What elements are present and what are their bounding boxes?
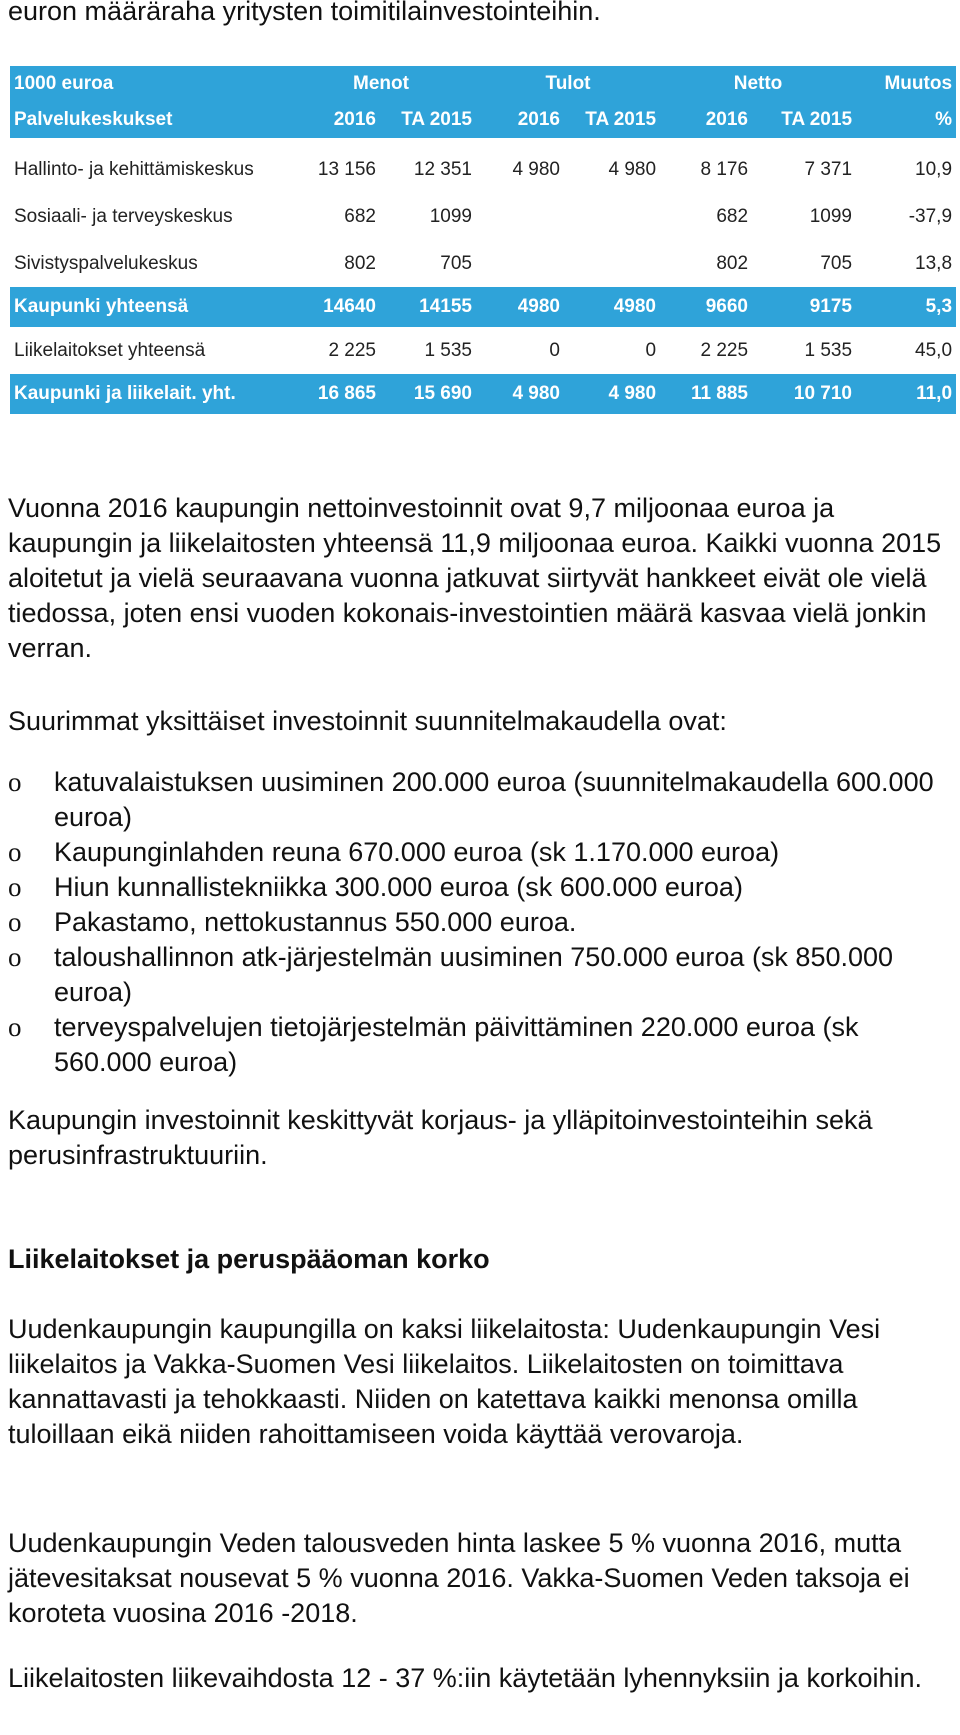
header-year-cell: TA 2015	[401, 109, 472, 130]
row-value: 2 225	[328, 339, 376, 361]
investments-list	[8, 765, 956, 1080]
table-total-row	[10, 287, 956, 327]
top-fragment: euron määräraha yritysten toimitilainvestointeihin.	[8, 0, 601, 26]
row-value: 8 176	[700, 158, 749, 180]
investments-list-title: Suurimmat yksittäiset investoinnit suunnitelmakaudella ovat:	[8, 706, 727, 736]
investment-text: Pakastamo, nettokustannus 550.000 euroa.	[54, 907, 577, 937]
row-value: 10 710	[793, 383, 853, 404]
bullet-marker: o	[8, 872, 22, 902]
investment-text: Hiun kunnallistekniikka 300.000 euroa (sk 600.000 euroa)	[54, 872, 743, 902]
bullet-marker: o	[8, 907, 22, 937]
table-spacer	[10, 138, 956, 146]
row-value: 802	[716, 252, 749, 274]
revenue-paragraph: Liikelaitosten liikevaihdosta 12 - 37 %:iin käytetään lyhennyksiin ja korkoihin.	[8, 1663, 923, 1693]
row-value: 13 156	[317, 158, 376, 180]
table-header-years	[10, 102, 956, 138]
row-value: 682	[344, 205, 376, 227]
header-year-cell: 2016	[705, 109, 749, 130]
budget-table-container	[10, 66, 956, 410]
row-value: -37,9	[908, 205, 953, 227]
intro-paragraph: Vuonna 2016 kaupungin nettoinvestoinnit ovat 9,7 miljoonaa euroa ja kaupungin ja liikelaitosten yhteensä 11,9 miljoonaa euroa. Kaikki vuonna 2015 aloitetut ja vielä seuraavana vuonna jatkuvat siirtyvät hankkeet eivät ole vielä tiedossa, joten ensi vuoden kokonais-investointien määrä kasvaa vielä jonkin verran.	[8, 493, 942, 663]
investment-item	[8, 765, 956, 835]
header-service-centers: Palvelukeskukset	[14, 109, 173, 130]
header-netto: Netto	[733, 73, 783, 94]
investment-text: terveyspalvelujen tietojärjestelmän päivittäminen 220.000 euroa (sk 560.000 euroa)	[54, 1012, 859, 1077]
budget-table	[10, 66, 956, 414]
investment-item	[8, 835, 956, 870]
row-value: 13,8	[915, 252, 953, 274]
row-value: 11 885	[690, 383, 749, 404]
row-value: 4 980	[512, 158, 560, 180]
row-label: Liikelaitokset yhteensä	[14, 339, 206, 361]
row-value: 5,3	[925, 296, 953, 317]
row-label: Hallinto- ja kehittämiskeskus	[14, 158, 254, 180]
row-value: 1099	[429, 205, 472, 227]
row-value: 9175	[809, 296, 853, 317]
row-value: 7 371	[804, 158, 853, 180]
row-value: 45,0	[915, 339, 953, 361]
section-heading: Liikelaitokset ja peruspääoman korko	[8, 1244, 490, 1274]
row-value: 11,0	[916, 383, 953, 404]
row-value: 1 535	[424, 339, 472, 361]
row-value: 14155	[419, 296, 472, 317]
header-year-cell: 2016	[517, 109, 560, 130]
utilities-paragraph: Uudenkaupungin kaupungilla on kaksi liikelaitosta: Uudenkaupungin Vesi liikelaitos ja Vakka-Suomen Vesi liikelaitos. Liikelaitosten on toimittava kannattavasti ja tehokkaasti. Niiden on katettava kaikki menonsa omilla tuloillaan eikä niiden rahoittamiseen voida käyttää verovaroja.	[8, 1314, 881, 1449]
row-value: 802	[344, 252, 376, 274]
investment-text: Kaupunginlahden reuna 670.000 euroa (sk 1.170.000 euroa)	[54, 837, 780, 867]
row-value	[564, 240, 660, 287]
table-row	[10, 327, 956, 374]
row-value: 2 225	[700, 339, 749, 361]
header-tulot: Tulot	[545, 73, 591, 94]
table-row	[10, 240, 956, 287]
row-value: 705	[440, 252, 472, 274]
table-spacer-cell	[10, 138, 956, 146]
focus-paragraph: Kaupungin investoinnit keskittyvät korjaus- ja ylläpitoinvestointeihin sekä perusinfrastruktuuriin.	[8, 1105, 873, 1170]
investment-item	[8, 1010, 956, 1080]
budget-table-body	[10, 66, 956, 414]
row-label: Kaupunki ja liikelait. yht.	[14, 383, 236, 404]
investment-text: katuvalaistuksen uusiminen 200.000 euroa (suunnitelmakaudella 600.000 euroa)	[54, 767, 934, 832]
row-value: 9660	[705, 296, 749, 317]
row-value: 4980	[517, 296, 560, 317]
bullet-marker: o	[8, 837, 22, 867]
header-unit: 1000 euroa	[14, 73, 114, 94]
investment-item	[8, 870, 956, 905]
row-value: 0	[549, 339, 560, 361]
investment-item	[8, 905, 956, 940]
row-value: 4 980	[512, 383, 560, 404]
row-value: 1099	[809, 205, 853, 227]
table-header-groups	[10, 66, 956, 102]
row-label: Sosiaali- ja terveyskeskus	[14, 205, 233, 227]
investment-item	[8, 940, 956, 1010]
header-year-cell: %	[935, 109, 953, 130]
table-row	[10, 193, 956, 240]
row-value: 10,9	[915, 158, 953, 180]
row-value: 4 980	[608, 158, 657, 180]
water-price-paragraph: Uudenkaupungin Veden talousveden hinta laskee 5 % vuonna 2016, mutta jätevesitaksat nousevat 5 % vuonna 2016. Vakka-Suomen Veden taksoja ei koroteta vuosina 2016 -2018.	[8, 1528, 910, 1628]
header-year-cell: 2016	[333, 109, 376, 130]
table-row	[10, 146, 956, 193]
row-value: 0	[645, 339, 657, 361]
header-muutos: Muutos	[884, 73, 953, 94]
row-value: 1 535	[804, 339, 853, 361]
row-label: Sivistyspalvelukeskus	[14, 252, 198, 274]
bullet-marker: o	[8, 942, 22, 972]
investment-text: taloushallinnon atk-järjestelmän uusiminen 750.000 euroa (sk 850.000 euroa)	[54, 942, 894, 1007]
header-menot: Menot	[353, 73, 409, 94]
row-value: 4980	[613, 296, 657, 317]
row-value	[564, 193, 660, 240]
row-value: 4 980	[608, 383, 657, 404]
header-year-cell: TA 2015	[585, 109, 657, 130]
row-value: 16 865	[317, 383, 376, 404]
row-value: 14640	[323, 296, 376, 317]
row-value: 705	[820, 252, 853, 274]
row-value: 12 351	[413, 158, 472, 180]
header-year-cell: TA 2015	[781, 109, 853, 130]
bullet-marker: o	[8, 1012, 22, 1042]
bullet-marker: o	[8, 767, 22, 797]
row-value: 682	[716, 205, 749, 227]
row-value: 15 690	[413, 383, 472, 404]
table-total-row	[10, 374, 956, 414]
row-value	[476, 193, 564, 240]
row-label: Kaupunki yhteensä	[14, 296, 189, 317]
row-value	[476, 240, 564, 287]
